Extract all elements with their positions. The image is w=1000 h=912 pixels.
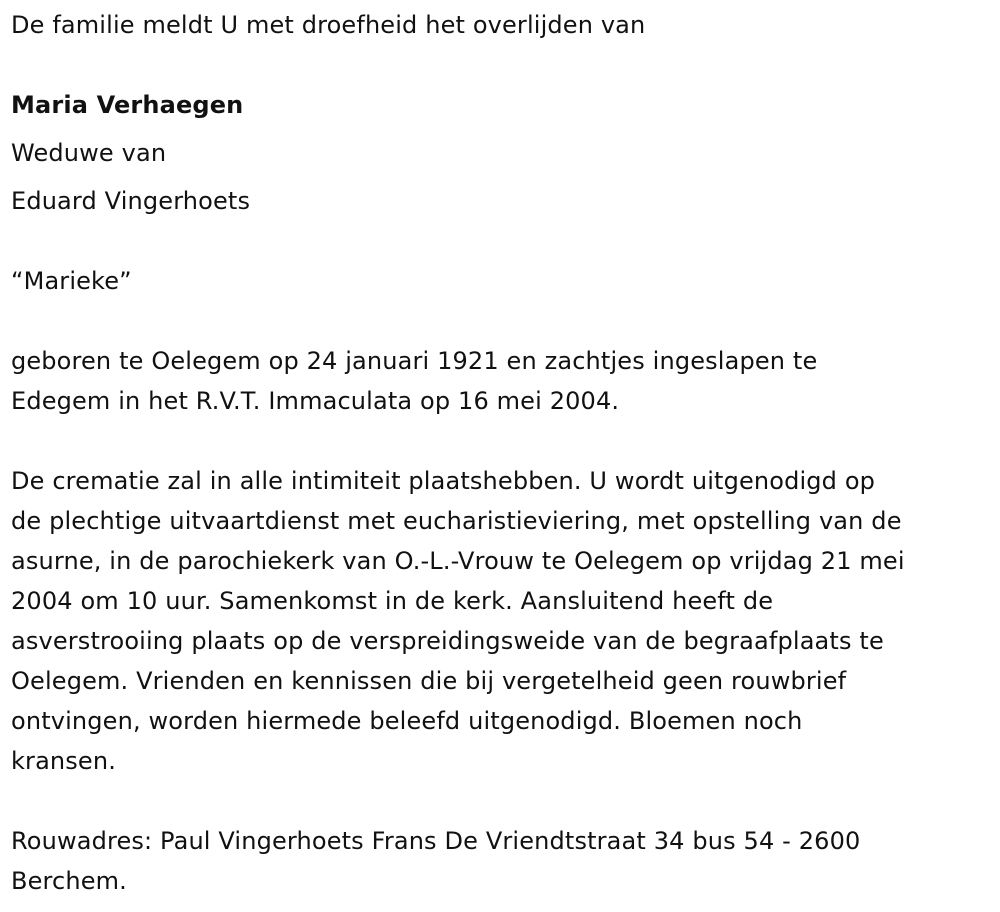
widow-of-label: Weduwe van [11, 139, 167, 167]
ceremony-line-8: kransen. [11, 747, 116, 775]
birth-line-1: geboren te Oelegem op 24 januari 1921 en zachtjes ingeslapen te [11, 347, 818, 375]
ceremony-line-4: 2004 om 10 uur. Samenkomst in de kerk. Aansluitend heeft de [11, 587, 774, 615]
ceremony-line-6: Oelegem. Vrienden en kennissen die bij vergetelheid geen rouwbrief [11, 667, 847, 695]
ceremony-line-7: ontvingen, worden hiermede beleefd uitgenodigd. Bloemen noch [11, 707, 803, 735]
ceremony-line-1: De crematie zal in alle intimiteit plaatshebben. U wordt uitgenodigd op [11, 467, 876, 495]
ceremony-line-2: de plechtige uitvaartdienst met eucharistieviering, met opstelling van de [11, 507, 902, 535]
deceased-name: Maria Verhaegen [11, 91, 244, 119]
address-line-2: Berchem. [11, 867, 127, 895]
ceremony-line-5: asverstrooiing plaats op de verspreidingsweide van de begraafplaats te [11, 627, 884, 655]
address-line-1: Rouwadres: Paul Vingerhoets Frans De Vriendtstraat 34 bus 54 - 2600 [11, 827, 861, 855]
intro-text: De familie meldt U met droefheid het overlijden van [11, 11, 646, 39]
ceremony-line-3: asurne, in de parochiekerk van O.-L.-Vrouw te Oelegem op vrijdag 21 mei [11, 547, 905, 575]
nickname: “Marieke” [11, 267, 132, 295]
spouse-name: Eduard Vingerhoets [11, 187, 251, 215]
birth-line-2: Edegem in het R.V.T. Immaculata op 16 mei 2004. [11, 387, 620, 415]
